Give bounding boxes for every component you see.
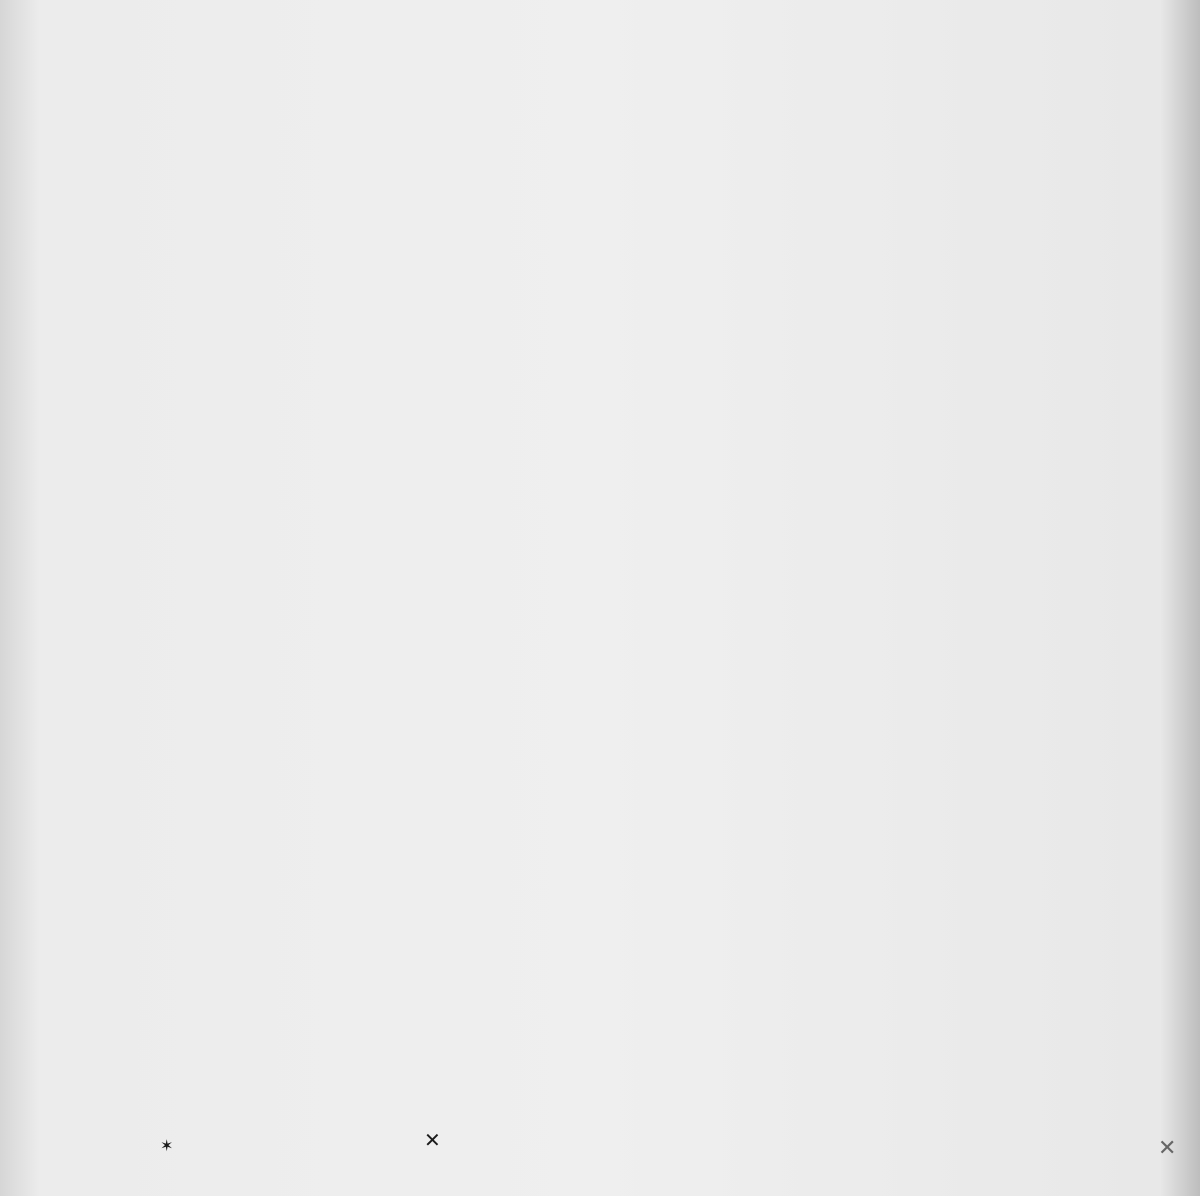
corner-x-mark: ✕ <box>1158 1136 1177 1161</box>
amended-asterisk: ✶ <box>160 1136 174 1155</box>
page-header <box>0 14 1200 64</box>
cross-mark: ✕ <box>424 1128 441 1152</box>
